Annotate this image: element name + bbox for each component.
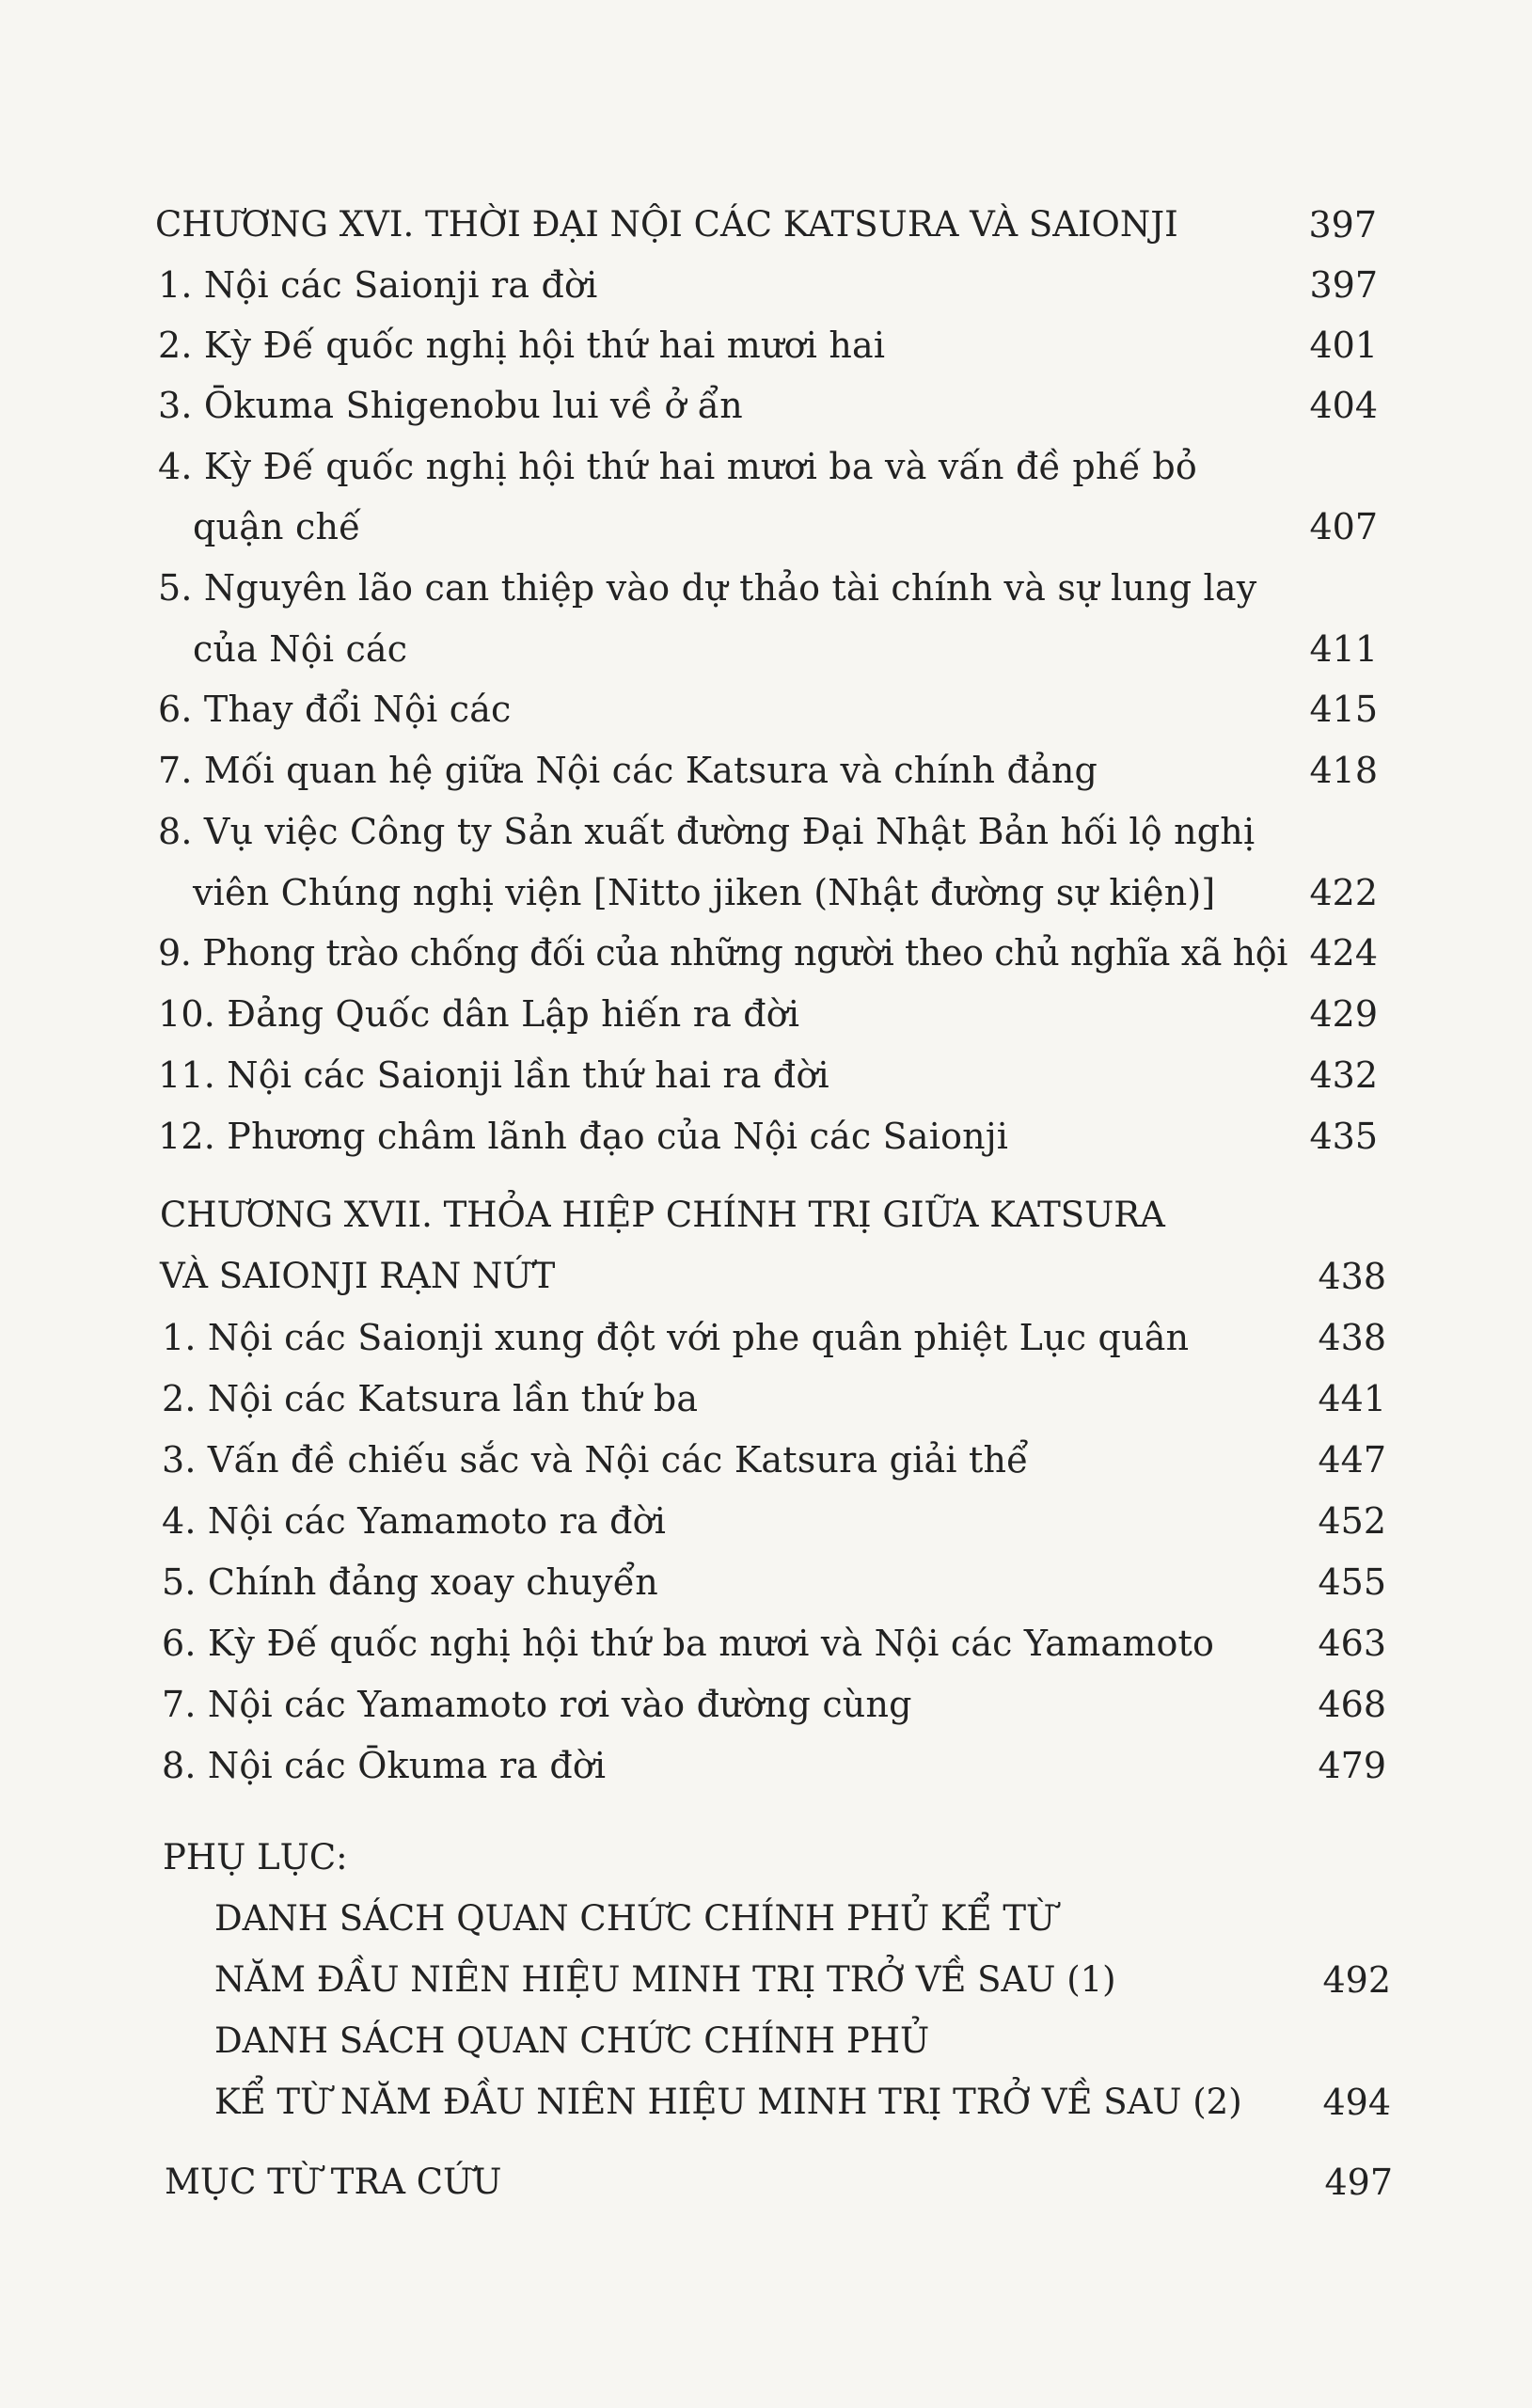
entry-title: 5. Chính đảng xoay chuyển	[162, 1561, 658, 1603]
toc-entry[interactable]	[0, 925, 1532, 981]
toc-entry[interactable]	[0, 1554, 1532, 1610]
toc-entry[interactable]	[0, 1676, 1532, 1733]
page-number: 438	[1318, 1256, 1386, 1297]
toc-entry[interactable]	[0, 1370, 1532, 1427]
entry-title-continued: viên Chúng nghị viện [Nitto jiken (Nhật đường sự kiện)]	[193, 872, 1216, 913]
toc-entry[interactable]	[0, 257, 1532, 313]
chapter-17-heading-line-2[interactable]	[0, 1248, 1532, 1305]
appendix-entry-line-2[interactable]	[0, 1952, 1532, 2008]
page-number: 455	[1318, 1561, 1386, 1603]
page-number: 492	[1322, 1959, 1391, 2001]
page-number: 411	[1309, 628, 1378, 670]
page-number: 397	[1308, 204, 1377, 246]
entry-title: 4. Nội các Yamamoto ra đời	[162, 1500, 667, 1542]
entry-title: 3. Vấn đề chiếu sắc và Nội các Katsura giải thể	[162, 1439, 1029, 1481]
page-number: 418	[1309, 750, 1378, 791]
toc-entry-line-1[interactable]	[0, 438, 1532, 495]
page-number: 415	[1309, 689, 1378, 730]
page-number: 468	[1318, 1684, 1386, 1725]
page-number: 441	[1318, 1378, 1386, 1419]
entry-title: 3. Ōkuma Shigenobu lui về ở ẩn	[158, 385, 743, 426]
toc-entry[interactable]	[0, 1309, 1532, 1366]
page-number: 479	[1318, 1745, 1386, 1786]
page-number: 422	[1309, 872, 1378, 913]
entry-title: 10. Đảng Quốc dân Lập hiến ra đời	[158, 993, 800, 1035]
index-title: MỤC TỪ TRA CỨU	[165, 2162, 502, 2202]
entry-title: 6. Thay đổi Nội các	[158, 689, 512, 730]
entry-title: DANH SÁCH QUAN CHỨC CHÍNH PHỦ KỂ TỪ	[214, 1898, 1056, 1939]
chapter-title: CHƯƠNG XVII. THỎA HIỆP CHÍNH TRỊ GIỮA KATSURA	[160, 1195, 1165, 1235]
chapter-title-continued: VÀ SAIONJI RẠN NỨT	[160, 1256, 556, 1296]
toc-entry-line-1[interactable]	[0, 560, 1532, 616]
page-number: 401	[1309, 325, 1378, 366]
page-number: 424	[1309, 932, 1378, 974]
toc-entry[interactable]	[0, 1108, 1532, 1164]
entry-title: 8. Vụ việc Công ty Sản xuất đường Đại Nhật Bản hối lộ nghị	[158, 811, 1256, 852]
page-number: 452	[1318, 1500, 1386, 1542]
entry-title: 7. Nội các Yamamoto rơi vào đường cùng	[162, 1684, 912, 1725]
toc-entry[interactable]	[0, 1432, 1532, 1488]
page-number: 447	[1318, 1439, 1386, 1481]
entry-title: 4. Kỳ Đế quốc nghị hội thứ hai mươi ba và vấn đề phế bỏ	[158, 446, 1197, 487]
toc-entry[interactable]	[0, 1615, 1532, 1671]
entry-title: 2. Nội các Katsura lần thứ ba	[162, 1378, 699, 1419]
entry-title: 1. Nội các Saionji ra đời	[158, 264, 598, 306]
entry-title-continued: KỂ TỪ NĂM ĐẦU NIÊN HIỆU MINH TRỊ TRỞ VỀ SAU (2)	[214, 2082, 1242, 2122]
page-number: 438	[1318, 1317, 1386, 1358]
page-number: 497	[1324, 2162, 1393, 2203]
appendix-entry-line-1[interactable]	[0, 1891, 1532, 1947]
toc-entry-line-2[interactable]	[0, 864, 1532, 921]
appendix-title: PHỤ LỤC:	[163, 1837, 348, 1877]
entry-title: 6. Kỳ Đế quốc nghị hội thứ ba mươi và Nội các Yamamoto	[162, 1623, 1215, 1664]
entry-title: 12. Phương châm lãnh đạo của Nội các Saionji	[158, 1116, 1009, 1157]
appendix-entry-line-2[interactable]	[0, 2074, 1532, 2131]
entry-title-continued: của Nội các	[193, 628, 408, 670]
entry-title-continued: quận chế	[193, 506, 361, 547]
page-number: 432	[1309, 1054, 1378, 1096]
entry-title: 8. Nội các Ōkuma ra đời	[162, 1745, 607, 1786]
entry-title: 1. Nội các Saionji xung đột với phe quân phiệt Lục quân	[162, 1317, 1190, 1358]
toc-entry[interactable]	[0, 681, 1532, 737]
toc-entry-line-2[interactable]	[0, 499, 1532, 555]
page-number: 435	[1309, 1116, 1378, 1157]
toc-entry-line-2[interactable]	[0, 621, 1532, 677]
entry-title: 11. Nội các Saionji lần thứ hai ra đời	[158, 1054, 829, 1096]
page-number: 397	[1309, 264, 1378, 306]
index-heading[interactable]	[0, 2154, 1532, 2210]
toc-entry[interactable]	[0, 317, 1532, 373]
entry-title-continued: NĂM ĐẦU NIÊN HIỆU MINH TRỊ TRỞ VỀ SAU (1)	[214, 1959, 1116, 2000]
toc-entry[interactable]	[0, 1047, 1532, 1103]
entry-title: 7. Mối quan hệ giữa Nội các Katsura và chính đảng	[158, 750, 1098, 791]
page-number: 494	[1322, 2082, 1391, 2123]
toc-entry[interactable]	[0, 1737, 1532, 1794]
entry-title: DANH SÁCH QUAN CHỨC CHÍNH PHỦ	[214, 2020, 930, 2061]
chapter-16-heading[interactable]	[0, 197, 1532, 253]
entry-title: 5. Nguyên lão can thiệp vào dự thảo tài chính và sự lung lay	[158, 567, 1257, 609]
page-number: 463	[1318, 1623, 1386, 1664]
toc-entry[interactable]	[0, 742, 1532, 799]
page-number: 429	[1309, 993, 1378, 1035]
entry-title: 9. Phong trào chống đối của những người theo chủ nghĩa xã hội	[158, 932, 1287, 974]
page-number: 407	[1309, 506, 1378, 547]
entry-title: 2. Kỳ Đế quốc nghị hội thứ hai mươi hai	[158, 325, 886, 366]
toc-entry[interactable]	[0, 1493, 1532, 1549]
toc-entry[interactable]	[0, 377, 1532, 434]
chapter-17-heading-line-1[interactable]	[0, 1187, 1532, 1244]
toc-entry[interactable]	[0, 986, 1532, 1042]
appendix-heading[interactable]	[0, 1830, 1532, 1886]
appendix-entry-line-1[interactable]	[0, 2013, 1532, 2069]
chapter-title: CHƯƠNG XVI. THỜI ĐẠI NỘI CÁC KATSURA VÀ SAIONJI	[155, 204, 1178, 245]
toc-entry-line-1[interactable]	[0, 803, 1532, 860]
page-number: 404	[1309, 385, 1378, 426]
